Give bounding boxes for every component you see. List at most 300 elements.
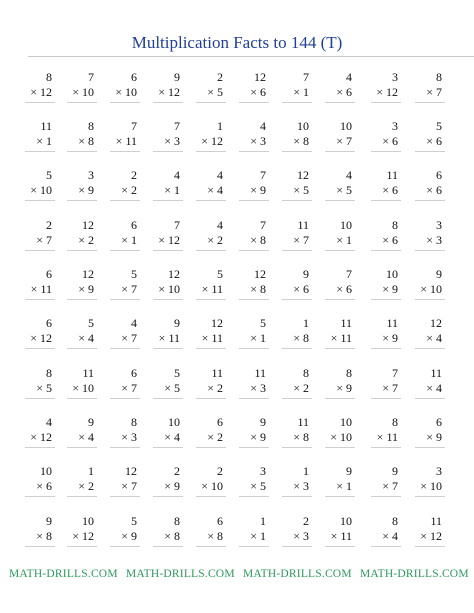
multiplicand: 7 xyxy=(88,70,94,84)
answer-line xyxy=(67,250,97,251)
multiplier: × 8 xyxy=(250,233,266,247)
multiplier: × 11 xyxy=(115,134,137,148)
multiplicand: 9 xyxy=(88,415,94,429)
multiplication-problem xyxy=(140,416,180,454)
multiplication-problem xyxy=(183,367,223,405)
multiplier: × 10 xyxy=(72,85,94,99)
multiplier: × 1 xyxy=(293,85,309,99)
multiplicand: 4 xyxy=(46,415,52,429)
answer-line xyxy=(196,546,226,547)
multiplier: × 8 xyxy=(78,134,94,148)
multiplier: × 7 xyxy=(121,479,137,493)
multiplicand: 4 xyxy=(217,218,223,232)
answer-line xyxy=(153,102,183,103)
multiplicand: 1 xyxy=(88,464,94,478)
multiplication-problem xyxy=(12,367,52,405)
multiplication-problem xyxy=(358,120,398,158)
answer-line xyxy=(67,546,97,547)
multiplier: × 7 xyxy=(36,233,52,247)
multiplication-problem xyxy=(183,169,223,207)
answer-line xyxy=(371,250,401,251)
answer-line xyxy=(415,496,445,497)
multiplicand: 9 xyxy=(260,415,266,429)
multiplicand: 5 xyxy=(260,316,266,330)
multiplier: × 2 xyxy=(293,381,309,395)
multiplication-problem xyxy=(269,71,309,109)
multiplier: × 6 xyxy=(336,282,352,296)
multiplication-problem xyxy=(312,219,352,257)
multiplication-problem xyxy=(402,367,442,405)
multiplier: × 6 xyxy=(382,233,398,247)
multiplicand: 12 xyxy=(254,70,266,84)
answer-line xyxy=(153,546,183,547)
multiplication-problem xyxy=(183,317,223,355)
multiplicand: 12 xyxy=(82,267,94,281)
multiplier: × 3 xyxy=(426,233,442,247)
multiplier: × 7 xyxy=(121,282,137,296)
answer-line xyxy=(196,200,226,201)
multiplication-problem xyxy=(358,268,398,306)
multiplier: × 9 xyxy=(250,430,266,444)
answer-line xyxy=(282,348,312,349)
answer-line xyxy=(153,348,183,349)
multiplication-problem xyxy=(140,169,180,207)
multiplicand: 5 xyxy=(131,514,137,528)
multiplier: × 6 xyxy=(36,479,52,493)
multiplicand: 2 xyxy=(303,514,309,528)
multiplication-problem xyxy=(402,71,442,109)
multiplicand: 8 xyxy=(88,119,94,133)
answer-line xyxy=(415,398,445,399)
multiplication-problem xyxy=(140,268,180,306)
multiplicand: 6 xyxy=(46,316,52,330)
multiplier: × 10 xyxy=(30,183,52,197)
multiplicand: 11 xyxy=(386,168,398,182)
answer-line xyxy=(25,496,55,497)
multiplier: × 6 xyxy=(250,85,266,99)
multiplier: × 10 xyxy=(201,479,223,493)
answer-line xyxy=(25,398,55,399)
multiplier: × 11 xyxy=(330,331,352,345)
multiplier: × 7 xyxy=(121,331,137,345)
multiplicand: 8 xyxy=(303,366,309,380)
answer-line xyxy=(153,151,183,152)
answer-line xyxy=(239,151,269,152)
multiplicand: 7 xyxy=(131,119,137,133)
multiplicand: 2 xyxy=(131,168,137,182)
multiplier: × 8 xyxy=(293,134,309,148)
multiplication-problem xyxy=(12,465,52,503)
answer-line xyxy=(371,546,401,547)
multiplication-problem xyxy=(140,515,180,553)
multiplication-problem xyxy=(358,416,398,454)
multiplicand: 12 xyxy=(297,168,309,182)
multiplication-problem xyxy=(97,416,137,454)
answer-line xyxy=(196,102,226,103)
answer-line xyxy=(282,299,312,300)
multiplier: × 1 xyxy=(250,331,266,345)
multiplier: × 6 xyxy=(336,85,352,99)
multiplier: × 1 xyxy=(36,134,52,148)
multiplier: × 5 xyxy=(293,183,309,197)
multiplier: × 7 xyxy=(336,134,352,148)
multiplier: × 3 xyxy=(250,381,266,395)
answer-line xyxy=(371,151,401,152)
multiplication-problem xyxy=(140,317,180,355)
multiplication-problem xyxy=(226,71,266,109)
multiplier: × 12 xyxy=(376,85,398,99)
answer-line xyxy=(25,200,55,201)
multiplicand: 7 xyxy=(303,70,309,84)
multiplicand: 1 xyxy=(217,119,223,133)
multiplicand: 11 xyxy=(211,366,223,380)
multiplicand: 8 xyxy=(46,366,52,380)
answer-line xyxy=(153,250,183,251)
answer-line xyxy=(282,250,312,251)
multiplication-problem xyxy=(358,515,398,553)
multiplier: × 12 xyxy=(158,233,180,247)
answer-line xyxy=(282,151,312,152)
multiplicand: 6 xyxy=(436,168,442,182)
multiplication-problem xyxy=(54,120,94,158)
multiplication-problem xyxy=(12,219,52,257)
multiplication-problem xyxy=(226,219,266,257)
answer-line xyxy=(153,398,183,399)
footer-logo-text: MATH-DRILLS.COM xyxy=(9,568,118,580)
answer-line xyxy=(67,299,97,300)
answer-line xyxy=(415,447,445,448)
multiplier: × 8 xyxy=(250,282,266,296)
multiplication-problem xyxy=(312,268,352,306)
multiplier: × 10 xyxy=(330,430,352,444)
multiplicand: 3 xyxy=(436,464,442,478)
multiplier: × 11 xyxy=(376,430,398,444)
multiplier: × 5 xyxy=(207,85,223,99)
multiplier: × 9 xyxy=(78,183,94,197)
multiplication-problem xyxy=(183,268,223,306)
multiplier: × 10 xyxy=(420,282,442,296)
multiplier: × 4 xyxy=(426,381,442,395)
multiplication-problem xyxy=(269,219,309,257)
answer-line xyxy=(110,250,140,251)
multiplicand: 9 xyxy=(174,316,180,330)
multiplication-problem xyxy=(12,120,52,158)
multiplication-problem xyxy=(54,367,94,405)
multiplier: × 6 xyxy=(426,134,442,148)
answer-line xyxy=(325,299,355,300)
multiplier: × 12 xyxy=(30,430,52,444)
multiplication-problem xyxy=(358,71,398,109)
multiplication-problem xyxy=(183,465,223,503)
multiplicand: 1 xyxy=(303,464,309,478)
multiplicand: 4 xyxy=(131,316,137,330)
multiplicand: 8 xyxy=(392,218,398,232)
answer-line xyxy=(110,398,140,399)
answer-line xyxy=(415,102,445,103)
multiplication-problem xyxy=(183,71,223,109)
multiplier: × 9 xyxy=(336,381,352,395)
multiplier: × 9 xyxy=(164,479,180,493)
answer-line xyxy=(67,200,97,201)
multiplicand: 4 xyxy=(346,70,352,84)
answer-line xyxy=(25,299,55,300)
multiplication-problem xyxy=(226,268,266,306)
multiplier: × 1 xyxy=(250,529,266,543)
multiplicand: 9 xyxy=(346,464,352,478)
multiplier: × 5 xyxy=(336,183,352,197)
multiplication-problem xyxy=(312,317,352,355)
multiplier: × 8 xyxy=(164,529,180,543)
answer-line xyxy=(325,151,355,152)
answer-line xyxy=(371,496,401,497)
answer-line xyxy=(325,398,355,399)
answer-line xyxy=(196,299,226,300)
multiplication-problem xyxy=(402,120,442,158)
multiplier: × 7 xyxy=(293,233,309,247)
multiplicand: 7 xyxy=(260,168,266,182)
multiplier: × 3 xyxy=(250,134,266,148)
multiplicand: 9 xyxy=(174,70,180,84)
multiplication-problem xyxy=(358,169,398,207)
multiplier: × 8 xyxy=(293,331,309,345)
answer-line xyxy=(25,102,55,103)
multiplicand: 5 xyxy=(436,119,442,133)
answer-line xyxy=(153,200,183,201)
multiplicand: 2 xyxy=(46,218,52,232)
multiplication-problem xyxy=(269,416,309,454)
answer-line xyxy=(110,348,140,349)
multiplicand: 11 xyxy=(254,366,266,380)
multiplication-problem xyxy=(226,317,266,355)
multiplication-problem xyxy=(312,169,352,207)
multiplier: × 1 xyxy=(336,479,352,493)
multiplicand: 6 xyxy=(131,70,137,84)
multiplier: × 10 xyxy=(158,282,180,296)
multiplication-problem xyxy=(12,169,52,207)
multiplicand: 7 xyxy=(260,218,266,232)
multiplier: × 6 xyxy=(382,183,398,197)
answer-line xyxy=(110,299,140,300)
multiplicand: 10 xyxy=(340,119,352,133)
multiplicand: 8 xyxy=(392,514,398,528)
multiplier: × 4 xyxy=(78,331,94,345)
answer-line xyxy=(196,496,226,497)
answer-line xyxy=(67,151,97,152)
multiplication-problem xyxy=(12,268,52,306)
multiplicand: 11 xyxy=(386,316,398,330)
multiplier: × 4 xyxy=(426,331,442,345)
answer-line xyxy=(196,348,226,349)
multiplication-problem xyxy=(54,219,94,257)
multiplicand: 7 xyxy=(174,119,180,133)
multiplicand: 7 xyxy=(392,366,398,380)
multiplication-problem xyxy=(140,219,180,257)
multiplier: × 3 xyxy=(164,134,180,148)
answer-line xyxy=(239,398,269,399)
multiplicand: 9 xyxy=(436,267,442,281)
answer-line xyxy=(67,348,97,349)
multiplier: × 3 xyxy=(121,430,137,444)
multiplication-problem xyxy=(97,268,137,306)
multiplicand: 3 xyxy=(436,218,442,232)
multiplication-problem xyxy=(402,416,442,454)
answer-line xyxy=(371,102,401,103)
footer-logo-text: MATH-DRILLS.COM xyxy=(126,568,235,580)
multiplication-problem xyxy=(54,268,94,306)
multiplication-problem xyxy=(97,120,137,158)
multiplication-problem xyxy=(269,268,309,306)
answer-line xyxy=(110,102,140,103)
multiplicand: 6 xyxy=(131,218,137,232)
answer-line xyxy=(110,546,140,547)
multiplication-problem xyxy=(183,120,223,158)
multiplication-problem xyxy=(140,120,180,158)
answer-line xyxy=(67,496,97,497)
multiplicand: 8 xyxy=(392,415,398,429)
multiplication-problem xyxy=(402,219,442,257)
multiplier: × 6 xyxy=(426,183,442,197)
answer-line xyxy=(25,151,55,152)
multiplier: × 6 xyxy=(382,134,398,148)
answer-line xyxy=(371,200,401,201)
multiplicand: 6 xyxy=(46,267,52,281)
answer-line xyxy=(110,151,140,152)
answer-line xyxy=(371,398,401,399)
multiplicand: 12 xyxy=(168,267,180,281)
multiplier: × 9 xyxy=(121,529,137,543)
multiplication-problem xyxy=(12,515,52,553)
answer-line xyxy=(415,151,445,152)
multiplicand: 10 xyxy=(386,267,398,281)
multiplication-problem xyxy=(402,515,442,553)
multiplier: × 12 xyxy=(201,134,223,148)
multiplicand: 5 xyxy=(46,168,52,182)
multiplier: × 11 xyxy=(201,331,223,345)
multiplier: × 4 xyxy=(164,430,180,444)
multiplicand: 10 xyxy=(82,514,94,528)
worksheet-title: Multiplication Facts to 144 (T) xyxy=(131,33,343,52)
multiplication-problem xyxy=(12,416,52,454)
answer-line xyxy=(415,200,445,201)
answer-line xyxy=(415,299,445,300)
answer-line xyxy=(325,250,355,251)
multiplication-problem xyxy=(12,71,52,109)
multiplicand: 5 xyxy=(174,366,180,380)
multiplier: × 11 xyxy=(330,529,352,543)
multiplier: × 8 xyxy=(36,529,52,543)
multiplier: × 8 xyxy=(293,430,309,444)
multiplier: × 12 xyxy=(30,85,52,99)
multiplier: × 5 xyxy=(36,381,52,395)
multiplier: × 6 xyxy=(293,282,309,296)
multiplication-problem xyxy=(226,416,266,454)
answer-line xyxy=(325,447,355,448)
multiplication-problem xyxy=(97,465,137,503)
multiplier: × 1 xyxy=(121,233,137,247)
answer-line xyxy=(239,299,269,300)
answer-line xyxy=(415,348,445,349)
multiplier: × 2 xyxy=(207,233,223,247)
multiplication-problem xyxy=(269,169,309,207)
multiplication-problem xyxy=(54,465,94,503)
multiplication-problem xyxy=(140,465,180,503)
multiplier: × 11 xyxy=(30,282,52,296)
answer-line xyxy=(239,250,269,251)
multiplicand: 4 xyxy=(217,168,223,182)
answer-line xyxy=(110,200,140,201)
multiplier: × 7 xyxy=(382,479,398,493)
multiplicand: 10 xyxy=(297,119,309,133)
multiplicand: 3 xyxy=(392,70,398,84)
answer-line xyxy=(282,102,312,103)
multiplication-problem xyxy=(97,367,137,405)
multiplication-problem xyxy=(312,367,352,405)
answer-line xyxy=(110,496,140,497)
answer-line xyxy=(239,200,269,201)
multiplication-problem xyxy=(402,169,442,207)
answer-line xyxy=(371,447,401,448)
answer-line xyxy=(196,398,226,399)
answer-line xyxy=(371,299,401,300)
multiplicand: 5 xyxy=(88,316,94,330)
answer-line xyxy=(25,546,55,547)
answer-line xyxy=(282,447,312,448)
multiplier: × 12 xyxy=(30,331,52,345)
answer-line xyxy=(239,447,269,448)
answer-line xyxy=(196,250,226,251)
multiplication-problem xyxy=(183,515,223,553)
multiplicand: 7 xyxy=(174,218,180,232)
multiplier: × 9 xyxy=(382,282,398,296)
multiplicand: 1 xyxy=(303,316,309,330)
footer-logo-text: MATH-DRILLS.COM xyxy=(360,568,469,580)
multiplicand: 9 xyxy=(46,514,52,528)
answer-line xyxy=(282,200,312,201)
answer-line xyxy=(325,546,355,547)
multiplicand: 11 xyxy=(430,366,442,380)
multiplier: × 2 xyxy=(78,479,94,493)
multiplication-problem xyxy=(269,465,309,503)
answer-line xyxy=(196,151,226,152)
multiplier: × 4 xyxy=(78,430,94,444)
multiplicand: 10 xyxy=(340,218,352,232)
multiplicand: 10 xyxy=(340,514,352,528)
multiplier: × 9 xyxy=(78,282,94,296)
multiplication-problem xyxy=(402,268,442,306)
multiplication-problem xyxy=(402,317,442,355)
multiplier: × 9 xyxy=(426,430,442,444)
multiplication-problem xyxy=(97,71,137,109)
answer-line xyxy=(239,496,269,497)
multiplicand: 4 xyxy=(346,168,352,182)
multiplication-problem xyxy=(183,219,223,257)
multiplier: × 2 xyxy=(207,430,223,444)
multiplicand: 4 xyxy=(174,168,180,182)
multiplicand: 7 xyxy=(346,267,352,281)
multiplicand: 12 xyxy=(254,267,266,281)
answer-line xyxy=(325,200,355,201)
multiplicand: 12 xyxy=(211,316,223,330)
multiplier: × 12 xyxy=(72,529,94,543)
multiplicand: 5 xyxy=(217,267,223,281)
multiplication-problem xyxy=(226,120,266,158)
multiplication-problem xyxy=(140,71,180,109)
multiplier: × 5 xyxy=(164,381,180,395)
answer-line xyxy=(67,447,97,448)
answer-line xyxy=(325,348,355,349)
multiplication-problem xyxy=(226,169,266,207)
multiplicand: 3 xyxy=(260,464,266,478)
